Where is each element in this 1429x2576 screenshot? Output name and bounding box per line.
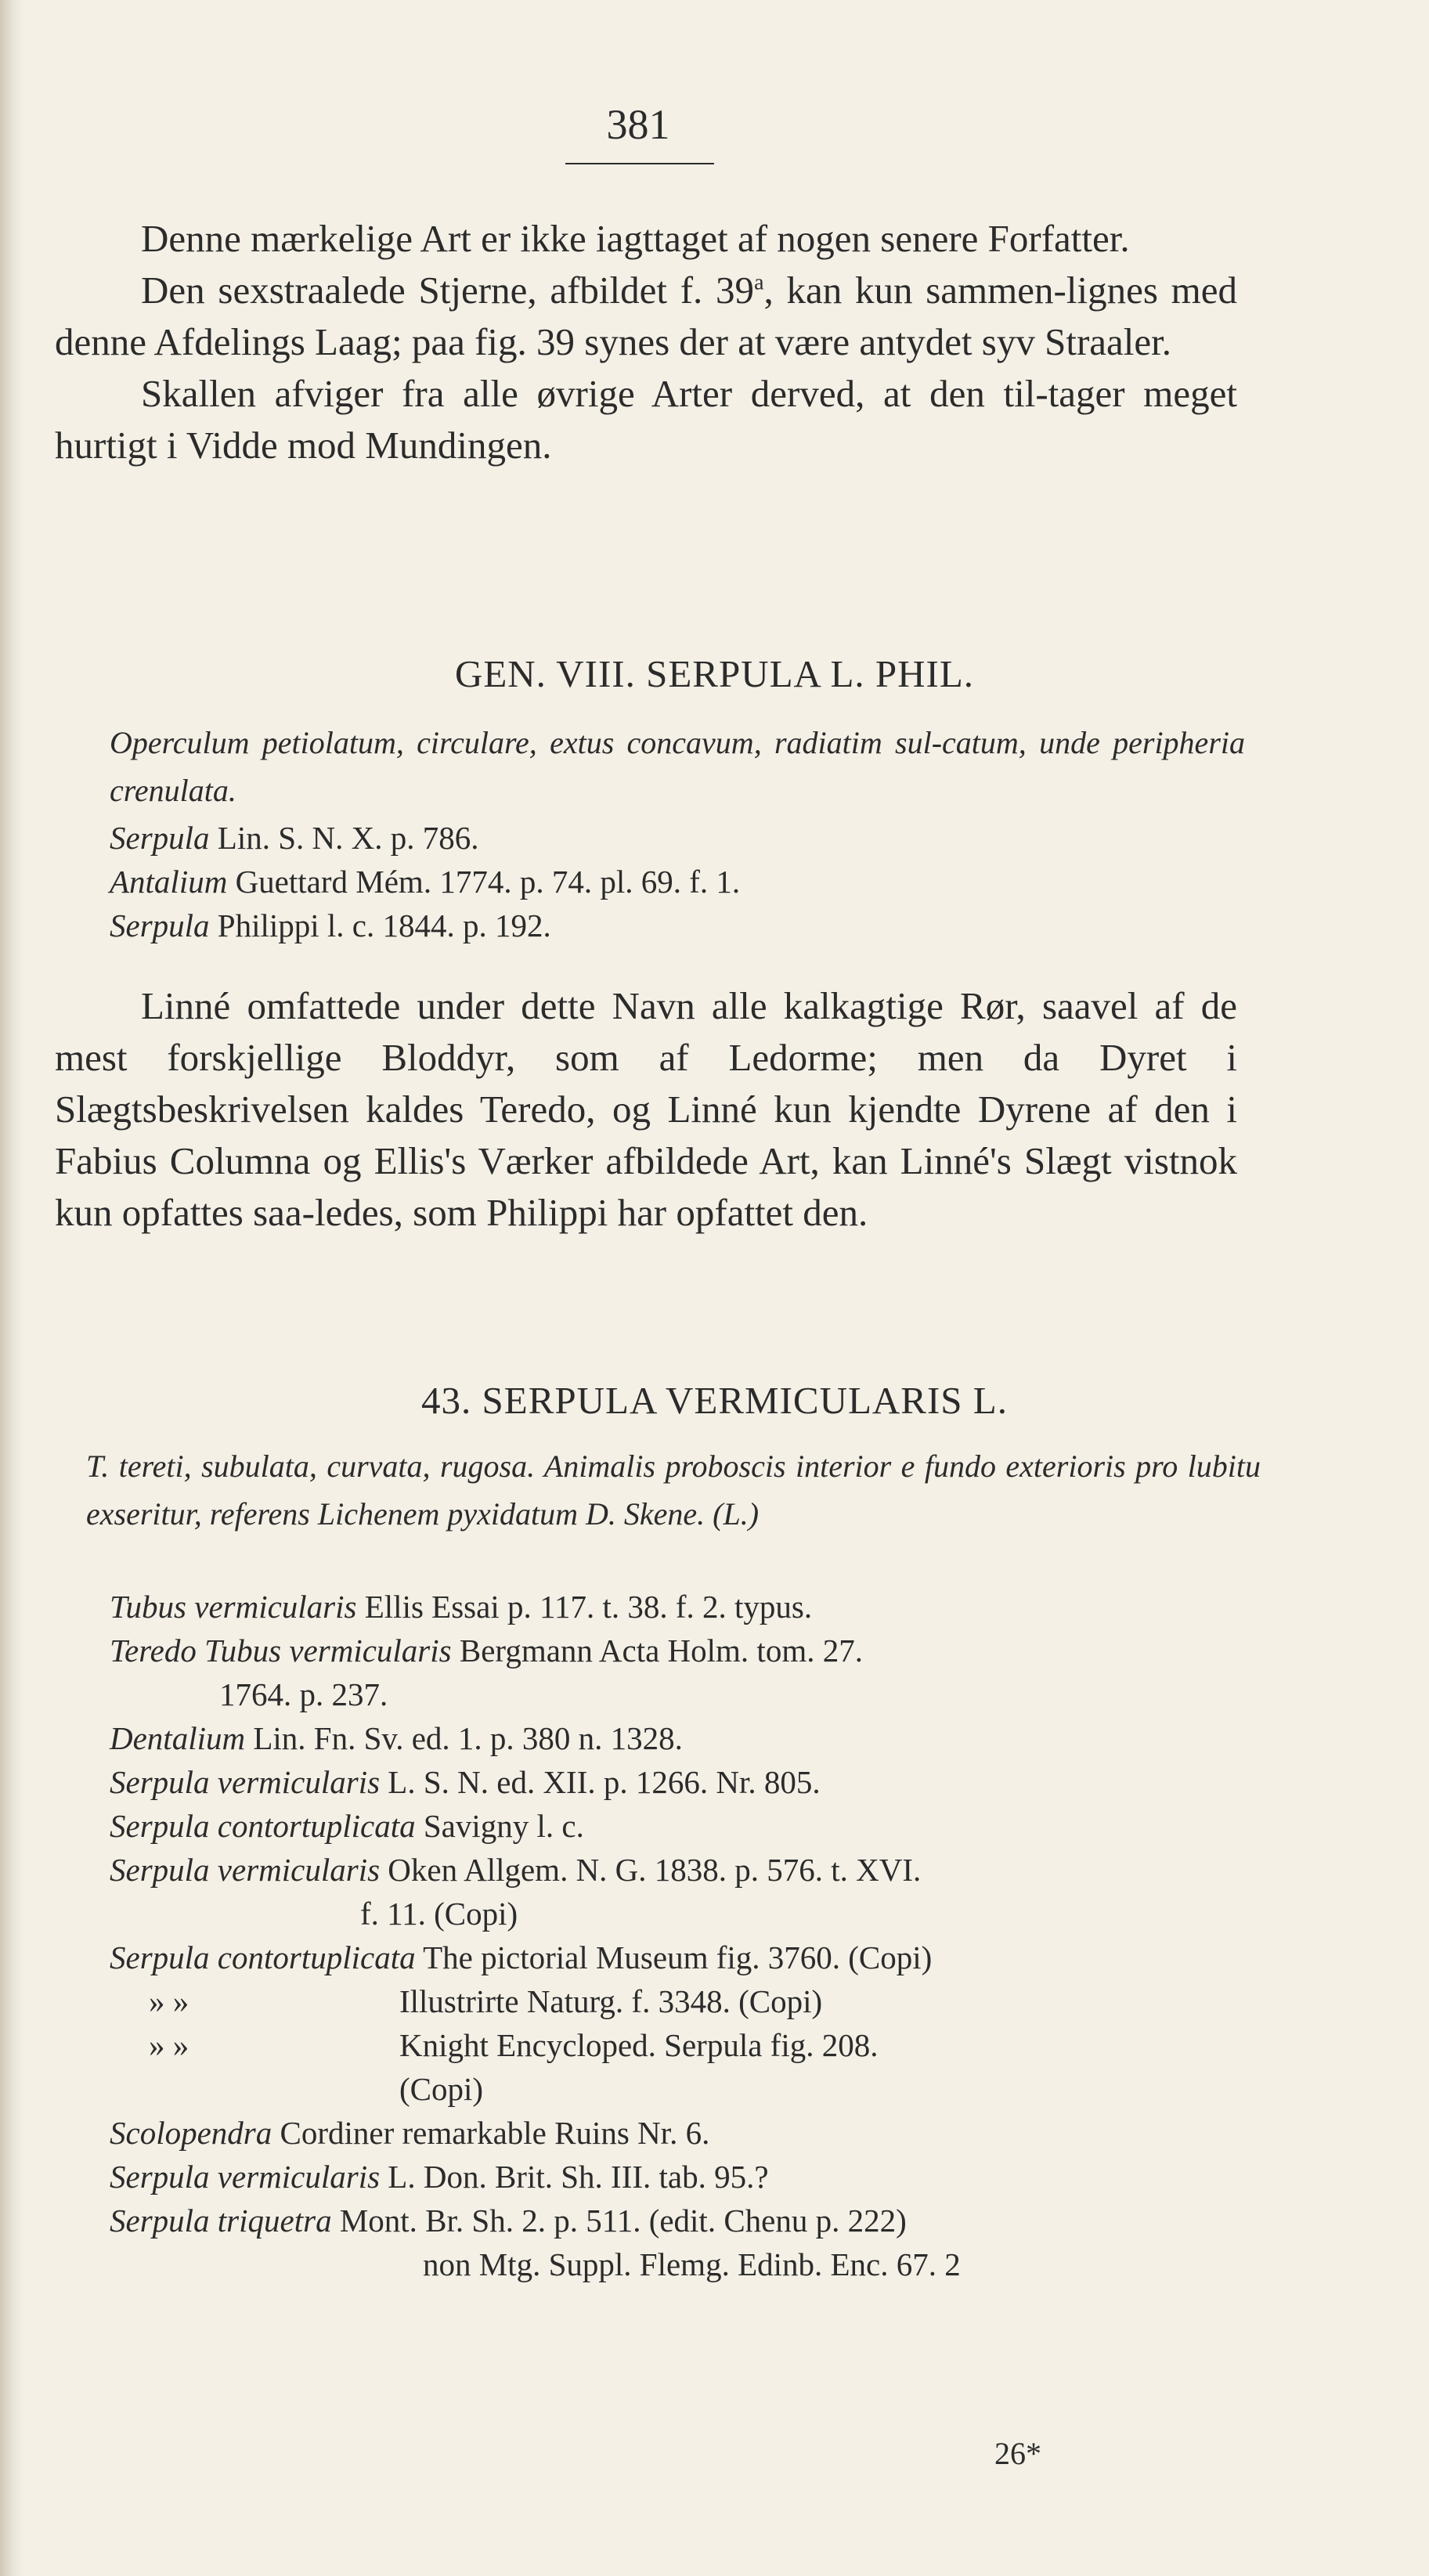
- synonym-continuation: 1764. p. 237.: [219, 1676, 388, 1712]
- synonym-entry: Serpula vermicularis L. Don. Brit. Sh. III. tab. 95.?: [110, 2159, 769, 2195]
- synonym-entry: Serpula contortuplicata Savigny l. c.: [110, 1808, 584, 1844]
- synonym-entry: Scolopendra Cordiner remarkable Ruins Nr. 6.: [110, 2115, 710, 2151]
- species-diagnosis: T. tereti, subulata, curvata, rugosa. Animalis proboscis interior e fundo exterioris pro lubitu exseritur, referens Lichenem pyxidatum D. Skene. (L.): [86, 1449, 1261, 1532]
- synonym-continuation: f. 11. (Copi): [360, 1896, 518, 1932]
- synonym-entry: Serpula vermicularis Oken Allgem. N. G. 1838. p. 576. t. XVI.: [110, 1852, 922, 1888]
- synonym-entry: Antalium Guettard Mém. 1774. p. 74. pl. 69. f. 1.: [110, 864, 741, 900]
- genus-synonym-list: [110, 816, 740, 947]
- page-gutter-shadow: [0, 0, 23, 2576]
- intro-paragraph-2: Den sexstraalede Stjerne, afbildet f. 39$^a$, kan kun sammen-lignes med denne Afdelings Laag; paa fig. 39 synes der at være antydet syv Straaler.: [55, 269, 1237, 363]
- synonym-entry: Serpula contortuplicata The pictorial Museum fig. 3760. (Copi): [110, 1939, 933, 1975]
- synonym-entry: Tubus vermicularis Ellis Essai p. 117. t. 38. f. 2. typus.: [110, 1589, 813, 1625]
- genus-paragraph: Linné omfattede under dette Navn alle kalkagtige Rør, saavel af de mest forskjellige Bloddyr, som af Ledorme; men da Dyret i Slægtsbeskrivelsen kaldes Teredo, og Linné kun kjendte Dyrene af den i Fabius Columna og Ellis's Værker afbildede Art, kan Linné's Slægt vistnok kun opfattes saa-ledes, som Philippi har opfattet den.: [55, 984, 1237, 1234]
- genus-heading: GEN. VIII. SERPULA L. PHIL.: [454, 652, 975, 695]
- synonym-entry: Serpula triquetra Mont. Br. Sh. 2. p. 511. (edit. Chenu p. 222): [110, 2203, 907, 2239]
- synonym-entry: Dentalium Lin. Fn. Sv. ed. 1. p. 380 n. 1328.: [110, 1720, 683, 1756]
- synonym-entry: Serpula vermicularis L. S. N. ed. XII. p. 1266. Nr. 805.: [110, 1764, 821, 1800]
- synonym-continuation: (Copi): [399, 2071, 484, 2107]
- page-number-rule: [565, 163, 714, 164]
- genus-diagnosis: Operculum petiolatum, circulare, extus concavum, radiatim sul-catum, unde peripheria crenulata.: [110, 725, 1245, 808]
- intro-paragraph-1: Denne mærkelige Art er ikke iagttaget af nogen senere Forfatter.: [141, 217, 1130, 260]
- species-synonym-list: [110, 1585, 961, 2286]
- signature-mark: 26*: [994, 2436, 1041, 2471]
- synonym-entry: Serpula Philippi l. c. 1844. p. 192.: [110, 907, 551, 943]
- genus-discussion: [55, 980, 1237, 1239]
- synonym-entry: Serpula Lin. S. N. X. p. 786.: [110, 820, 479, 856]
- synonym-continuation: non Mtg. Suppl. Flemg. Edinb. Enc. 67. 2: [423, 2246, 961, 2282]
- page-number: 381: [606, 101, 670, 148]
- synonym-entry: » » Knight Encycloped. Serpula fig. 208.: [149, 2027, 879, 2063]
- intro-paragraph-3: Skallen afviger fra alle øvrige Arter derved, at den til-tager meget hurtigt i Vidde mod Mundingen.: [55, 372, 1237, 467]
- species-heading: 43. SERPULA VERMICULARIS L.: [421, 1379, 1008, 1422]
- intro-text: [55, 213, 1237, 471]
- synonym-entry: Teredo Tubus vermicularis Bergmann Acta Holm. tom. 27.: [110, 1633, 863, 1669]
- synonym-entry: » » Illustrirte Naturg. f. 3348. (Copi): [149, 1983, 823, 2019]
